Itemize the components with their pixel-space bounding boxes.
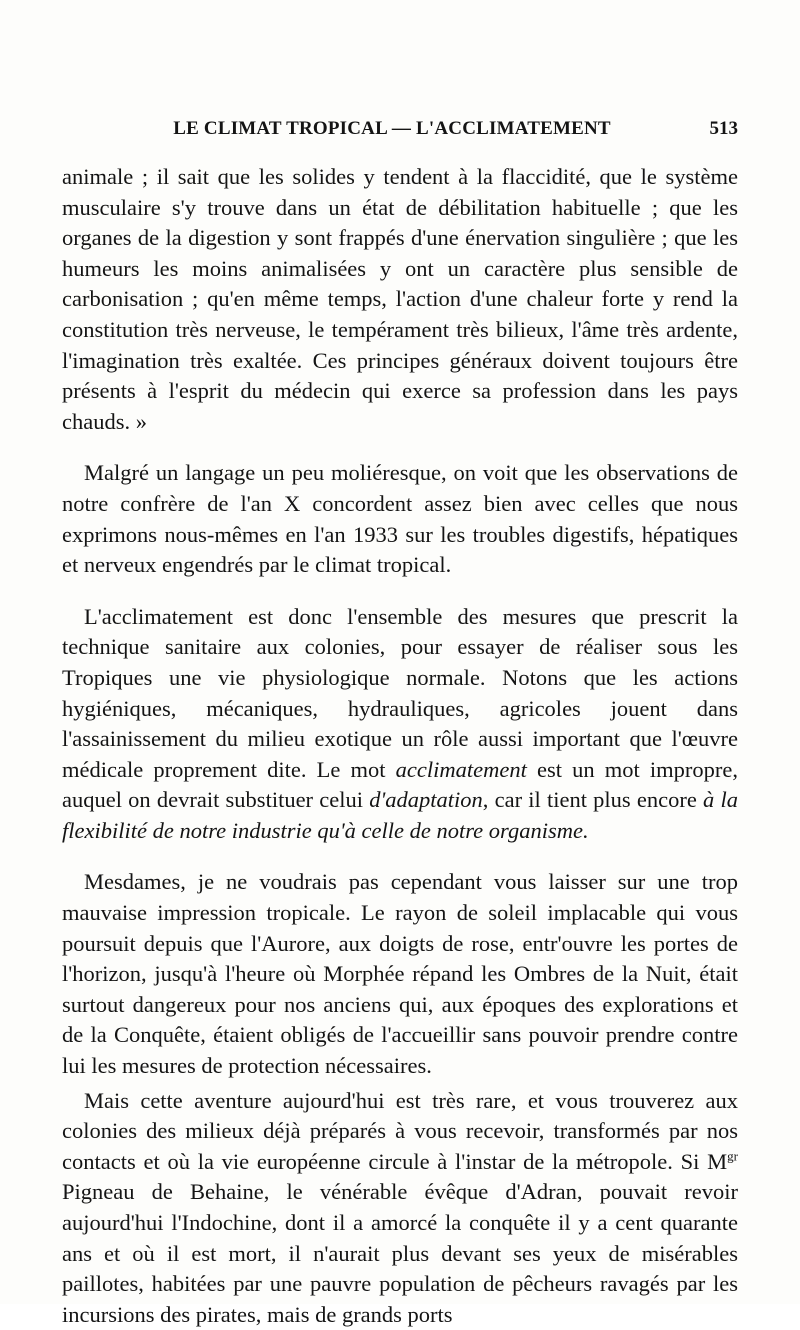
paragraph-text-segment: , car il tient plus encore [482, 787, 704, 813]
body-text [62, 162, 738, 1330]
running-title: LE CLIMAT TROPICAL — L'ACCLIMATEMENT [173, 118, 611, 139]
superscript-monseigneur: gr [727, 1148, 738, 1164]
paragraph-text-segment: Mais cette aventure aujourd'hui est très rare, et vous trouverez aux colonies des milieux déjà préparés à vous recevoir, transformés par nos contacts et où la vie européenne circule à l'instar de la métropole. Si M [62, 1087, 738, 1174]
paragraph-text-segment: L'acclimatement est donc l'ensemble des mesures que prescrit la technique sanitaire aux colonies, pour essayer de réaliser sous les Tropiques une vie physiologique normale. Notons que les actions hygiéniques, mécaniques, hydrauliques, agricoles jouent dans l'assainissement du milieu exotique un rôle aussi important que l'œuvre médicale proprement dite. Le mot [62, 603, 738, 782]
italic-phrase-flexibilite: à la flexibilité de notre industrie qu'à celle de notre organisme. [62, 787, 738, 843]
italic-term-adaptation: d'adaptation [369, 787, 483, 813]
paragraph-text-segment: Pigneau de Behaine, le vénérable évêque d'Adran, pouvait revoir aujourd'hui l'Indochine, dont il a amorcé la conquête il y a cent quarante ans et où il est mort, il n'aurait plus devant ses yeux de misérables paillotes, habitées par une pauvre population de pêcheurs ravagés par les incursions des pirates, mais de grands ports [62, 1179, 738, 1327]
paragraph-continuation: animale ; il sait que les solides y tendent à la flaccidité, que le système musculaire s'y trouve dans un état de débilitation habituelle ; que les organes de la digestion y sont frappés d'une énervation singulière ; que les humeurs les moins animalisées y ont un caractère plus sensible de carbonisation ; qu'en même temps, l'action d'une chaleur forte y rend la constitution très nerveuse, le tempérament très bilieux, l'âme très ardente, l'imagination très exaltée. Ces principes généraux doivent toujours être présents à l'esprit du médecin qui exerce sa profession dans les pays chauds. » [62, 164, 738, 434]
paragraph-text-segment: est un mot impropre, auquel on devrait substituer celui [62, 756, 738, 813]
paragraph-aventure [62, 1086, 738, 1330]
paragraph-mesdames: Mesdames, je ne voudrais pas cependant vous laisser sur une trop mauvaise impression tropicale. Le rayon de soleil implacable qui vous poursuit depuis que l'Aurore, aux doigts de rose, entr'ouvre les portes de l'horizon, jusqu'à l'heure où Morphée répand les Ombres de la Nuit, était surtout dangereux pour nos anciens qui, aux époques des explorations et de la Conquête, étaient obligés de l'accueillir sans pouvoir prendre contre lui les mesures de protection nécessaires. [62, 869, 738, 1079]
page-number: 513 [709, 118, 738, 139]
paragraph-acclimatement [62, 602, 738, 847]
italic-term-acclimatement: acclimatement [395, 756, 527, 782]
paragraph-moliere: Malgré un langage un peu moliéresque, on voit que les observations de notre confrère de l'an X concordent assez bien avec celles que nous exprimons nous-mêmes en l'an 1933 sur les troubles digestifs, hépatiques et nerveux engendrés par le climat tropical. [62, 460, 738, 578]
running-header [62, 118, 738, 144]
